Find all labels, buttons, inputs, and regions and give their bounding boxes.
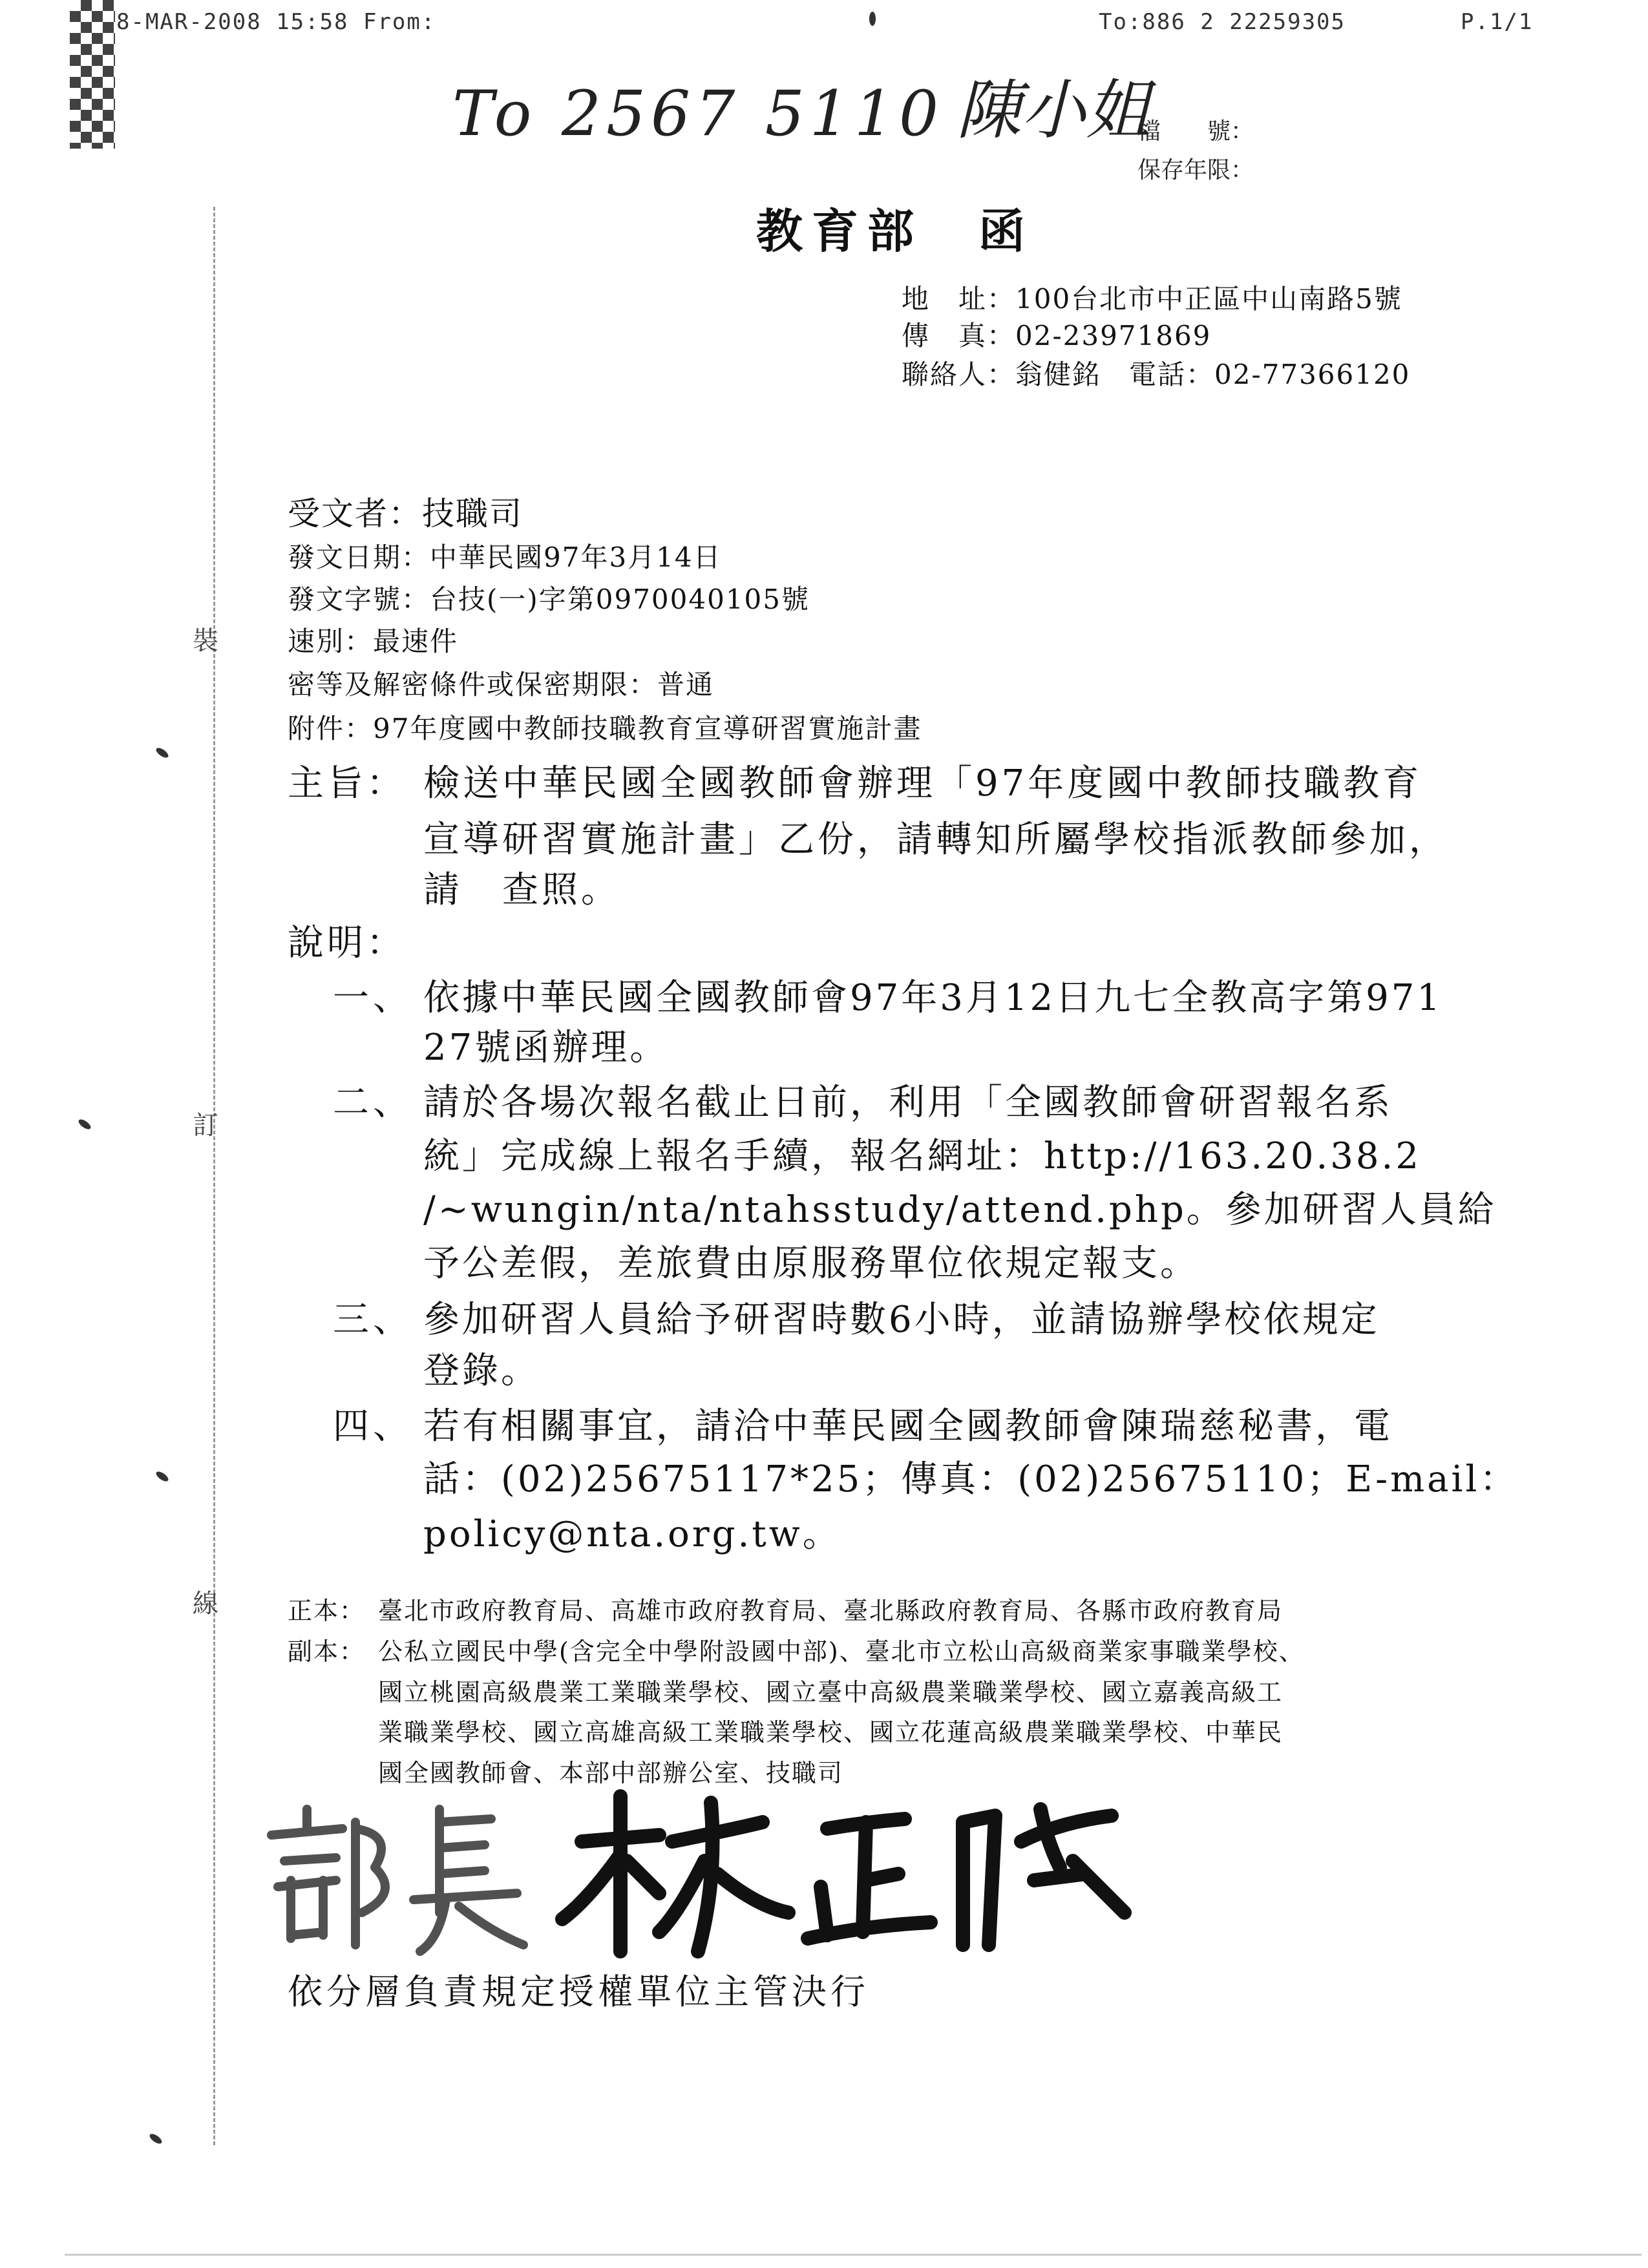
subject-line: 請 查照。 (423, 869, 620, 911)
explanation-item-line: 若有相關事宜，請洽中華民國全國教師會陳瑞慈秘書，電 (423, 1405, 1393, 1447)
explanation-item-line: 27號函辦理。 (423, 1027, 669, 1069)
original-copy-recipients: 臺北市政府教育局、高雄市政府教育局、臺北縣政府教育局、各縣市政府教育局 (378, 1597, 1284, 1625)
explanation-item-number: 一、 (333, 977, 413, 1019)
archive-retention: 保存年限： (1137, 157, 1254, 184)
explanation-item-line: 依據中華民國全國教師會97年3月12日九七全教高字第971 (423, 977, 1443, 1019)
meta-date: 發文日期：中華民國97年3月14日 (288, 541, 722, 573)
explanation-item-line: 話：(02)25675117*25；傳真：(02)25675110；E-mail： (423, 1458, 1519, 1500)
scan-speck (154, 746, 170, 760)
explanation-item-number: 四、 (333, 1405, 413, 1447)
meta-classification: 密等及解密條件或保密期限：普通 (288, 669, 715, 700)
subject-line: 宣導研習實施計畫」乙份，請轉知所屬學校指派教師參加， (423, 819, 1448, 861)
archive-file-no: 檔 號： (1137, 118, 1254, 145)
subject-label: 主旨： (288, 762, 406, 804)
scan-speck (869, 12, 876, 26)
binding-mark-xian: 線 (193, 1589, 218, 1619)
meta-recipient: 受文者：技職司 (288, 495, 523, 532)
delegation-statement: 依分層負責規定授權單位主管決行 (288, 1971, 869, 2012)
fax-page: P.1/1 (1461, 9, 1534, 35)
fax-datetime: 8-MAR-2008 15:58 From: (116, 9, 436, 35)
scan-speck (148, 2132, 164, 2146)
explanation-item-number: 二、 (333, 1082, 413, 1124)
fax-checker-pattern (70, 0, 115, 149)
explanation-item-line: 參加研習人員給予研習時數6小時，並請協辦學校依規定 (423, 1299, 1380, 1341)
contact-fax: 傳 真：02-23971869 (902, 320, 1212, 352)
explanation-item-line: 請於各場次報名截止日前，利用「全國教師會研習報名系 (423, 1082, 1393, 1124)
contact-address: 地 址：100台北市中正區中山南路5號 (902, 283, 1402, 315)
binding-line (213, 207, 215, 2145)
fax-recipient: To:886 2 22259305 (1099, 9, 1346, 35)
subject-line: 檢送中華民國全國教師會辦理「97年度國中教師技職教育 (423, 762, 1422, 804)
explanation-item-line: 予公差假，差旅費由原服務單位依規定報支。 (423, 1243, 1199, 1285)
contact-person: 聯絡人：翁健銘 電話：02-77366120 (902, 359, 1411, 390)
cc-line: 國立桃園高級農業工業職業學校、國立臺中高級農業職業學校、國立嘉義高級工 (378, 1678, 1284, 1706)
cc-line: 國全國教師會、本部中部辦公室、技職司 (378, 1759, 844, 1787)
scan-speck (77, 1118, 92, 1131)
meta-attachment: 附件：97年度國中教師技職教育宣導研習實施計畫 (288, 713, 922, 744)
minister-signature (246, 1783, 1150, 1964)
explanation-item-line: policy@nta.org.tw。 (423, 1513, 841, 1555)
explanation-item-line: 登錄。 (423, 1350, 540, 1392)
meta-doc-no: 發文字號：台技(一)字第0970040105號 (288, 583, 810, 615)
explanation-item-line: 統」完成線上報名手續，報名網址：http://163.20.38.2 (423, 1135, 1421, 1177)
explanation-label: 說明： (288, 922, 406, 964)
document-title: 教育部 函 (756, 204, 1035, 258)
cc-label: 副本： (288, 1637, 366, 1666)
explanation-item-line: /~wungin/nta/ntahsstudy/attend.php。參加研習人員給 (423, 1189, 1497, 1231)
explanation-item-number: 三、 (333, 1299, 413, 1341)
cc-line: 業職業學校、國立高雄高級工業職業學校、國立花蓮高級農業職業學校、中華民 (378, 1718, 1284, 1747)
handwritten-name: 陳小姐 (956, 72, 1150, 148)
handwritten-fax-number: To 2567 5110 (452, 78, 944, 150)
meta-speed: 速別：最速件 (288, 625, 459, 657)
scan-speck (154, 1470, 170, 1484)
original-copy-label: 正本： (288, 1597, 366, 1625)
binding-mark-zhuang: 裝 (193, 626, 218, 656)
cc-line: 公私立國民中學(含完全中學附設國中部)、臺北市立松山高級商業家事職業學校、 (378, 1637, 1305, 1666)
page-bottom-edge (65, 2254, 1642, 2256)
binding-mark-ding: 訂 (193, 1111, 218, 1140)
